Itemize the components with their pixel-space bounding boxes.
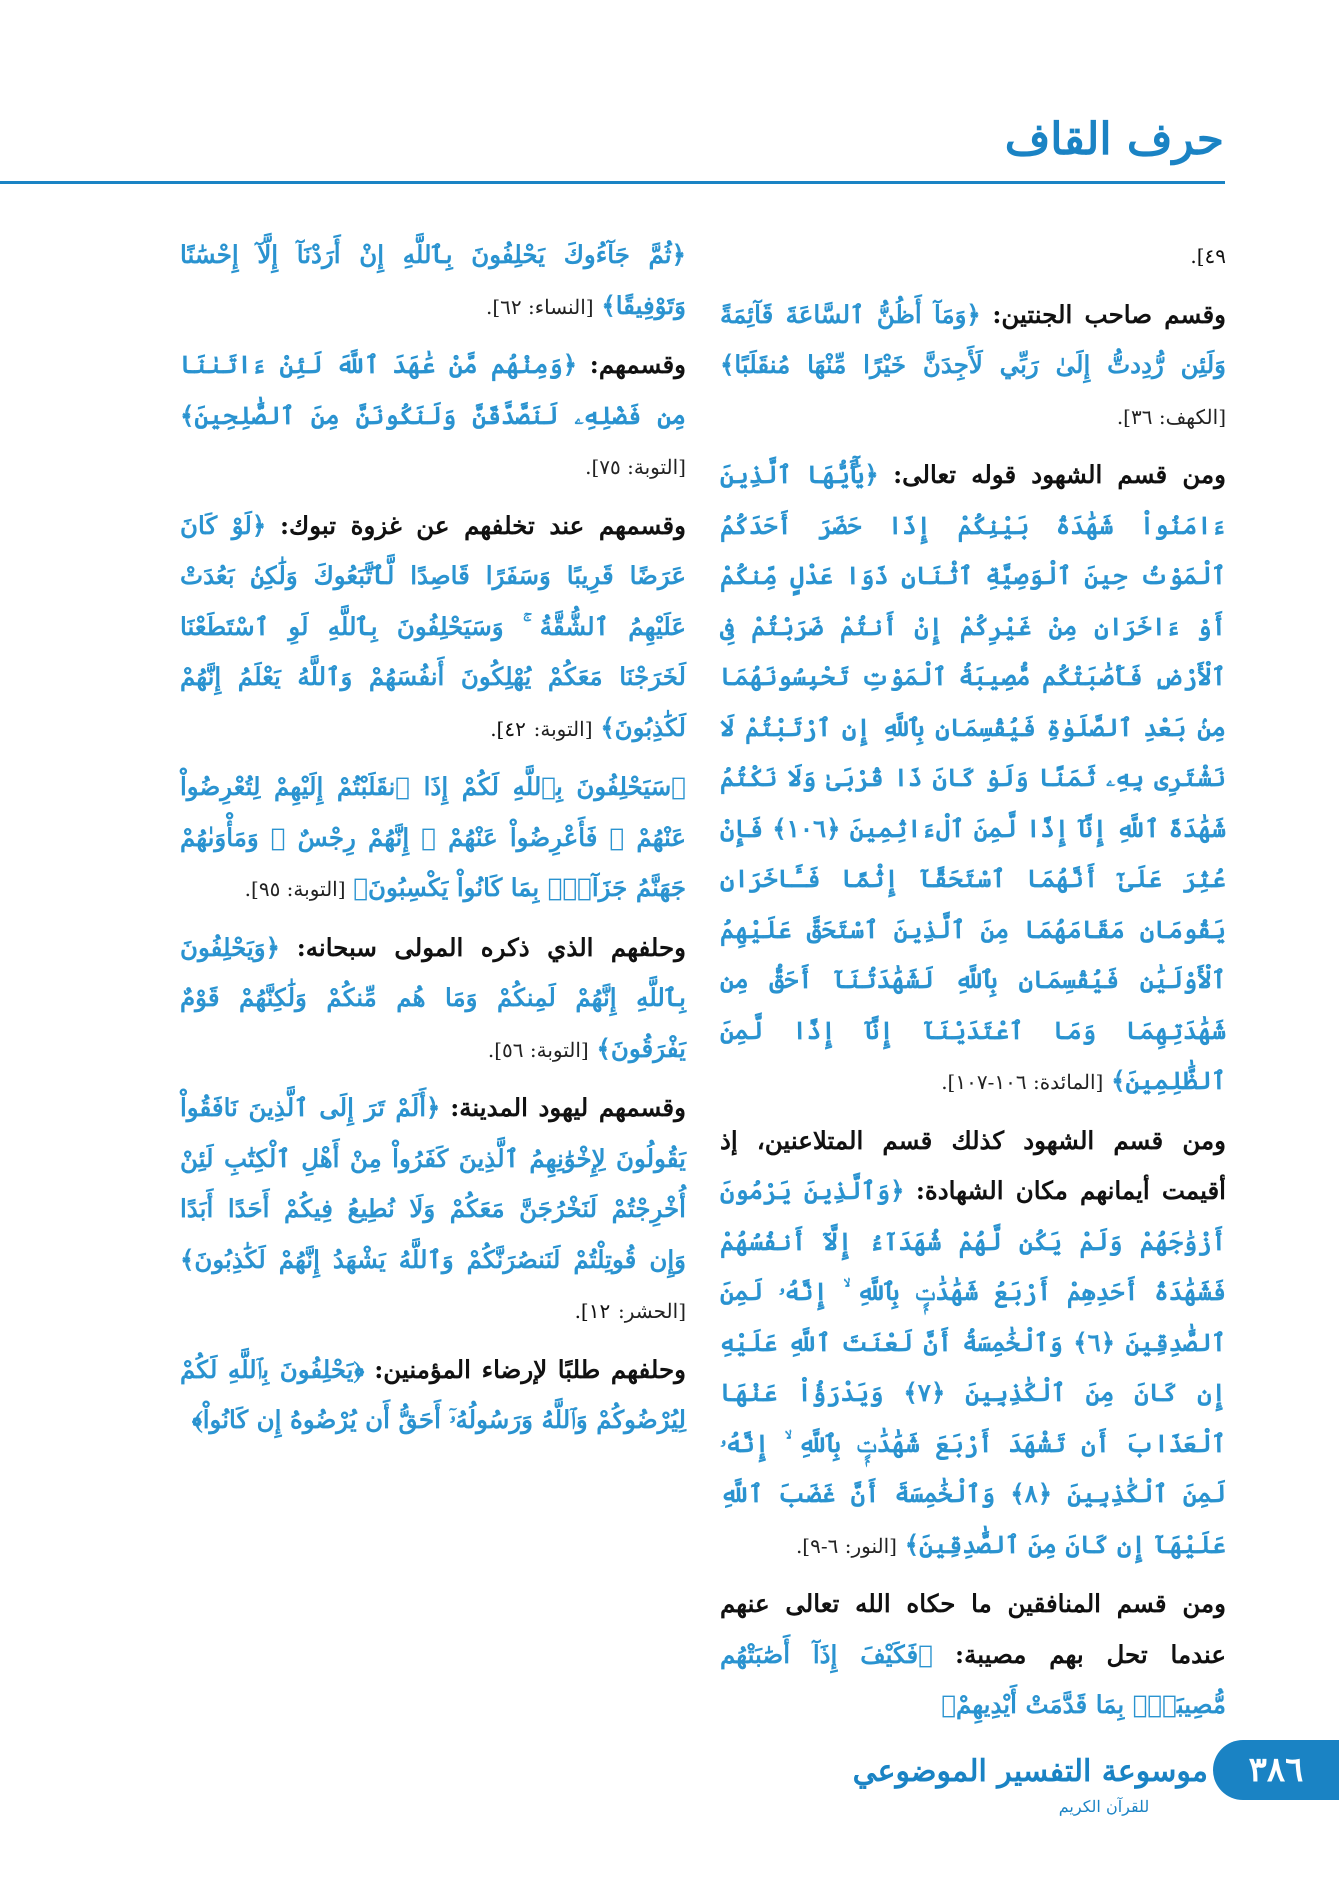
quran-verse: وَمِنْهُم مَّنْ عَٰهَدَ ٱللَّهَ لَئِنْ ءَاتَىٰنَا مِن فَضْلِهِۦ لَنَصَّدَّقَنَّ وَلَنَكُونَنَّ مِنَ ٱلصَّٰلِحِينَ: [180, 350, 686, 430]
verse-open-bracket-icon: ﴿: [562, 350, 578, 379]
paragraph: [720, 1579, 1226, 1731]
paragraph: [180, 501, 686, 755]
quran-verse: أَلَمْ تَرَ إِلَى ٱلَّذِينَ نَافَقُواْ يَقُولُونَ لِإِخْوَٰنِهِمُ ٱلَّذِينَ كَفَرُواْ مِنْ أَهْلِ ٱلْكِتَٰبِ لَئِنْ أُخْرِجْتُمْ لَنَخْرُجَنَّ مَعَكُمْ وَلَا نُطِيعُ فِيكُمْ أَحَدًا أَبَدًا وَإِن قُوتِلْتُمْ لَنَنصُرَنَّكُمْ وَٱللَّهُ يَشْهَدُ إِنَّهُمْ لَكَٰذِبُونَ: [180, 1093, 686, 1274]
reference-continuation: ٤٩].: [1190, 244, 1226, 268]
quran-verse: ثُمَّ جَآءُوكَ يَحْلِفُونَ بِٱللَّهِ إِنْ أَرَدْنَآ إِلَّآ إِحْسَٰنًا وَتَوْفِيقًا: [180, 240, 686, 320]
verse-reference: [الكهف: ٣٦].: [1116, 404, 1226, 429]
reference-continuation: ١٢].: [574, 1299, 611, 1323]
quran-verse: يَحْلِفُونَ بِٱللَّهِ لَكُمْ لِيُرْضُوكُمْ وَٱللَّهُ وَرَسُولُهُۥٓ أَحَقُّ أَن يُرْضُوهُ إِن كَانُواْ: [180, 1354, 686, 1434]
verse-reference: [التوبة: ٩٥].: [244, 877, 346, 901]
verse-reference: [الحشر:: [618, 1299, 686, 1323]
verse-reference: [المائدة: ١٠٦-١٠٧].: [941, 1070, 1104, 1094]
left-column: [180, 230, 686, 1454]
verse-close-bracket-icon: ﴾: [596, 1033, 611, 1063]
paragraph: [720, 450, 1226, 1108]
page-number-badge: ٣٨٦: [1213, 1740, 1339, 1800]
paragraph: [180, 1345, 686, 1446]
verse-close-bracket-icon: ﴾: [353, 873, 369, 902]
paragraph: [720, 230, 1226, 282]
paragraph: [180, 340, 686, 493]
verse-open-bracket-icon: ﴿: [918, 1639, 933, 1669]
narration-text: وقسمهم ليهود المدينة:: [450, 1093, 686, 1122]
paragraph: [180, 762, 686, 915]
verse-open-bracket-icon: ﴿: [251, 510, 267, 540]
narration-text: وقسمهم عند تخلفهم عن غزوة تبوك:: [280, 510, 686, 540]
quran-verse: وَٱلَّذِينَ يَرْمُونَ أَزْوَٰجَهُمْ وَلَمْ يَكُن لَّهُمْ شُهَدَآءُ إِلَّآ أَنفُسُهُمْ فَشَهَٰدَةُ أَحَدِهِمْ أَرْبَعُ شَهَٰدَٰتٍۭ بِٱللَّهِ ۙ إِنَّهُۥ لَمِنَ ٱلصَّٰدِقِينَ ﴿٦﴾ وَٱلْخَٰمِسَةُ أَنَّ لَعْنَتَ ٱللَّهِ عَلَيْهِ إِن كَانَ مِنَ ٱلْكَٰذِبِينَ ﴿٧﴾ وَيَدْرَؤُاْ عَنْهَا ٱلْعَذَابَ أَن تَشْهَدَ أَرْبَعَ شَهَٰدَٰتٍۭ بِٱللَّهِ ۙ إِنَّهُۥ لَمِنَ ٱلْكَٰذِبِينَ ﴿٨﴾ وَٱلْخَٰمِسَةَ أَنَّ غَضَبَ ٱللَّهِ عَلَيْهَآ إِن كَانَ مِنَ ٱلصَّٰدِقِينَ: [720, 1176, 1227, 1559]
verse-close-bracket-icon: ﴾: [600, 712, 615, 742]
header-divider: [0, 181, 1225, 184]
verse-close-bracket-icon: ﴾: [191, 1405, 203, 1434]
narration-text: ومن قسم الشهود قوله تعالى:: [893, 460, 1226, 489]
paragraph: [720, 1116, 1226, 1572]
verse-close-bracket-icon: ﴾: [941, 1690, 957, 1719]
quran-verse: سَيَحْلِفُونَ بِٱللَّهِ لَكُمْ إِذَا ٱنقَلَبْتُمْ إِلَيْهِمْ لِتُعْرِضُواْ عَنْهُمْ ۖ فَأَعْرِضُواْ عَنْهُمْ ۖ إِنَّهُمْ رِجْسٌ ۖ وَمَأْوَىٰهُمْ جَهَنَّمُ جَزَآءًۢ بِمَا كَانُواْ يَكْسِبُونَ: [180, 772, 686, 902]
quran-verse: وَيَحْلِفُونَ بِٱللَّهِ إِنَّهُمْ لَمِنكُمْ وَمَا هُم مِّنكُمْ وَلَٰكِنَّهُمْ قَوْمٌ يَفْرَقُونَ: [180, 932, 686, 1063]
right-column: [720, 230, 1226, 1739]
narration-text: ومن قسم المنافقين ما حكاه الله تعالى عنهم عندما تحل بهم مصيبة:: [720, 1589, 1226, 1669]
narration-text: ومن قسم الشهود كذلك قسم المتلاعنين، إذ أقيمت أيمانهم مكان الشهادة:: [720, 1125, 1226, 1205]
narration-text: وقسم صاحب الجنتين:: [992, 299, 1227, 329]
verse-close-bracket-icon: ﴾: [180, 1244, 195, 1274]
narration-text: وقسمهم:: [589, 350, 686, 379]
reference-continuation: ٤٢].: [490, 716, 526, 741]
verse-close-bracket-icon: ﴾: [904, 1529, 920, 1559]
paragraph: [180, 1083, 686, 1337]
encyclopedia-logo: [852, 1745, 1208, 1835]
verse-reference: [التوبة:: [533, 716, 593, 741]
logo-title: موسوعة التفسير الموضوعي: [852, 1754, 1208, 1789]
verse-reference: [التوبة: ٧٥].: [585, 455, 686, 479]
verse-open-bracket-icon: ﴿: [265, 932, 280, 962]
quran-verse: لَوْ كَانَ عَرَضًا قَرِيبًا وَسَفَرًا قَاصِدًا لَّٱتَّبَعُوكَ وَلَٰكِنۢ بَعُدَتْ عَلَيْهِمُ ٱلشُّقَّةُ ۚ وَسَيَحْلِفُونَ بِٱللَّهِ لَوِ ٱسْتَطَعْنَا لَخَرَجْنَا مَعَكُمْ يُهْلِكُونَ أَنفُسَهُمْ وَٱللَّهُ يَعْلَمُ إِنَّهُمْ لَكَٰذِبُونَ: [180, 510, 686, 742]
verse-open-bracket-icon: ﴿: [353, 1354, 365, 1384]
verse-reference: [النور: ٦-٩].: [795, 1533, 897, 1558]
verse-reference: [التوبة: ٥٦].: [487, 1037, 589, 1062]
quran-verse: وَمَآ أَظُنُّ ٱلسَّاعَةَ قَآئِمَةً وَلَئِن رُّدِدتُّ إِلَىٰ رَبِّي لَأَجِدَنَّ خَيْرًا مِّنْهَا مُنقَلَبًا: [720, 299, 1226, 379]
verse-close-bracket-icon: ﴾: [1111, 1066, 1126, 1095]
verse-close-bracket-icon: ﴾: [601, 290, 616, 320]
verse-open-bracket-icon: ﴿: [426, 1093, 441, 1122]
narration-text: وحلفهم الذي ذكره المولى سبحانه:: [296, 932, 686, 962]
paragraph: [180, 230, 686, 332]
quran-verse: يَٰٓأَيُّهَا ٱلَّذِينَ ءَامَنُواْ شَهَٰدَةُ بَيْنِكُمْ إِذَا حَضَرَ أَحَدَكُمُ ٱلْمَوْتُ حِينَ ٱلْوَصِيَّةِ ٱثْنَانِ ذَوَا عَدْلٍ مِّنكُمْ أَوْ ءَاخَرَانِ مِنْ غَيْرِكُمْ إِنْ أَنتُمْ ضَرَبْتُمْ فِى ٱلْأَرْضِ فَأَصَٰبَتْكُم مُّصِيبَةُ ٱلْمَوْتِ تَحْبِسُونَهُمَا مِنۢ بَعْدِ ٱلصَّلَوٰةِ فَيُقْسِمَانِ بِٱللَّهِ إِنِ ٱرْتَبْتُمْ لَا نَشْتَرِى بِهِۦ ثَمَنًا وَلَوْ كَانَ ذَا قُرْبَىٰ وَلَا نَكْتُمُ شَهَٰدَةَ ٱللَّهِ إِنَّآ إِذًا لَّمِنَ ٱلْءَاثِمِينَ ﴿١٠٦﴾ فَإِنْ عُثِرَ عَلَىٰٓ أَنَّهُمَا ٱسْتَحَقَّآ إِثْمًا فَـَٔاخَرَانِ يَقُومَانِ مَقَامَهُمَا مِنَ ٱلَّذِينَ ٱسْتَحَقَّ عَلَيْهِمُ ٱلْأَوْلَيَٰنِ فَيُقْسِمَانِ بِٱللَّهِ لَشَهَٰدَتُنَآ أَحَقُّ مِن شَهَٰدَتِهِمَا وَمَا ٱعْتَدَيْنَآ إِنَّآ إِذًا لَّمِنَ ٱلظَّٰلِمِينَ: [720, 460, 1227, 1095]
quran-verse: فَكَيْفَ إِذَآ أَصَٰبَتْهُم مُّصِيبَةٌۢ بِمَا قَدَّمَتْ أَيْدِيهِمْ: [720, 1639, 1226, 1719]
verse-close-bracket-icon: ﴾: [720, 350, 735, 379]
paragraph: [180, 923, 686, 1076]
verse-close-bracket-icon: ﴾: [180, 400, 195, 430]
verse-open-bracket-icon: ﴿: [890, 1176, 905, 1205]
verse-open-bracket-icon: ﴿: [671, 772, 686, 801]
page-header-title: حرف القاف: [1004, 114, 1224, 165]
verse-open-bracket-icon: ﴿: [864, 460, 879, 489]
logo-subtitle: للقرآن الكريم: [1058, 1797, 1150, 1816]
paragraph: [720, 290, 1226, 443]
narration-text: وحلفهم طلبًا لإرضاء المؤمنين:: [374, 1354, 686, 1384]
verse-reference: [النساء: ٦٢].: [485, 294, 594, 319]
verse-open-bracket-icon: ﴿: [671, 240, 686, 269]
verse-open-bracket-icon: ﴿: [966, 299, 981, 329]
